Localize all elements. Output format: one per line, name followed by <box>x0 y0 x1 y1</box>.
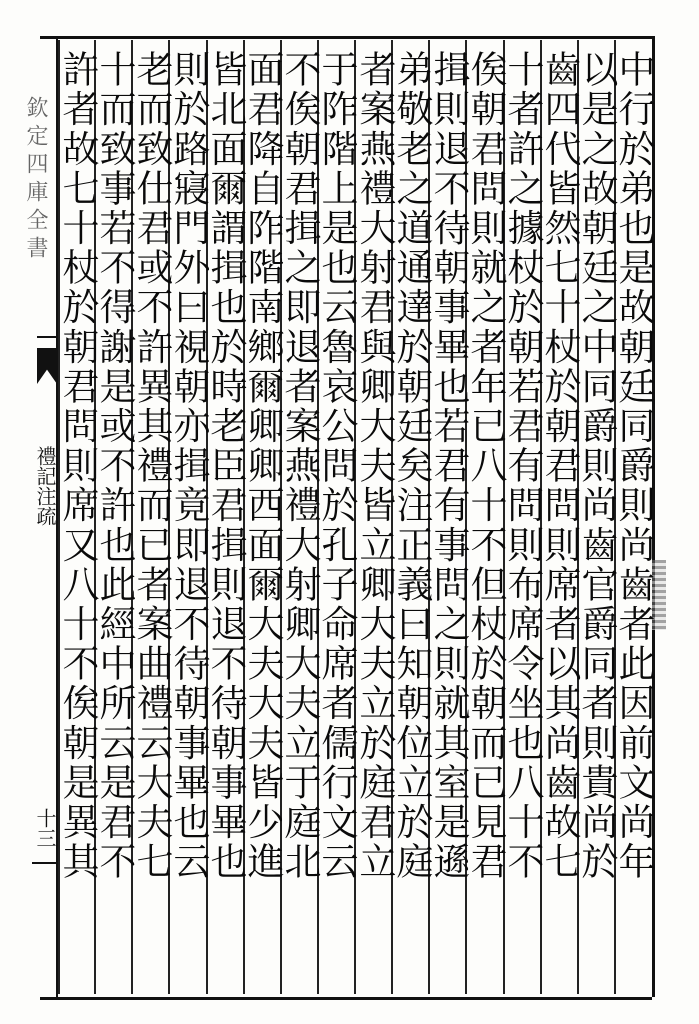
text-column: 十者許之據杖於朝若君有問則布席令坐也八十不 <box>501 50 544 882</box>
book-title: 禮記注疏 <box>33 446 57 526</box>
text-column: 齒四代皆然七十杖於朝君問則席者以其尚齒故七 <box>538 50 581 882</box>
text-column: 中行於弟也是故朝廷同爵則尚齒者此因前文尚年 <box>612 50 655 882</box>
text-column: 不俟朝君揖之即退者案燕禮大射卿大夫立于庭北 <box>278 50 321 882</box>
text-column: 于阼階上是也云魯哀公問於孔子命席者儒行文云 <box>315 50 358 882</box>
text-column: 則於路寢門外曰視朝亦揖竟即退不待朝事畢也云 <box>167 50 210 882</box>
text-column: 者案燕禮大射君與卿大夫皆立卿大夫立於庭君立 <box>353 50 396 882</box>
text-column: 弟敬老之道通達於朝廷矣注正義曰知朝位立於庭 <box>390 50 433 882</box>
collection-title: 欽定四庫全書 <box>23 96 48 264</box>
text-column: 老而致仕君或不許異其禮而已者案曲禮云大夫七 <box>130 50 173 882</box>
page-number: 十三 <box>33 808 57 848</box>
text-column: 許者故七十杖於朝君問則席又八十不俟朝是異其 <box>56 50 99 882</box>
text-column: 面君降自阼階南鄉爾卿卿西面爾大夫大夫皆少進 <box>241 50 284 882</box>
text-column: 揖則退不待朝事畢也若君有事問之則就其室是遜 <box>427 50 470 882</box>
text-column: 俟朝君問則就之者年已八十不但杖於朝而已見君 <box>464 50 507 882</box>
text-column: 以是之故朝廷之中同爵則尚齒官爵同者則貴尚於 <box>575 50 618 882</box>
text-column: 皆北面爾謂揖也於時老臣君揖則退不待朝事畢也 <box>204 50 247 882</box>
page-margin <box>0 36 56 997</box>
text-columns <box>56 40 655 994</box>
text-column: 十而致事若不得謝是或不許也此經中所云是君不 <box>93 50 136 882</box>
